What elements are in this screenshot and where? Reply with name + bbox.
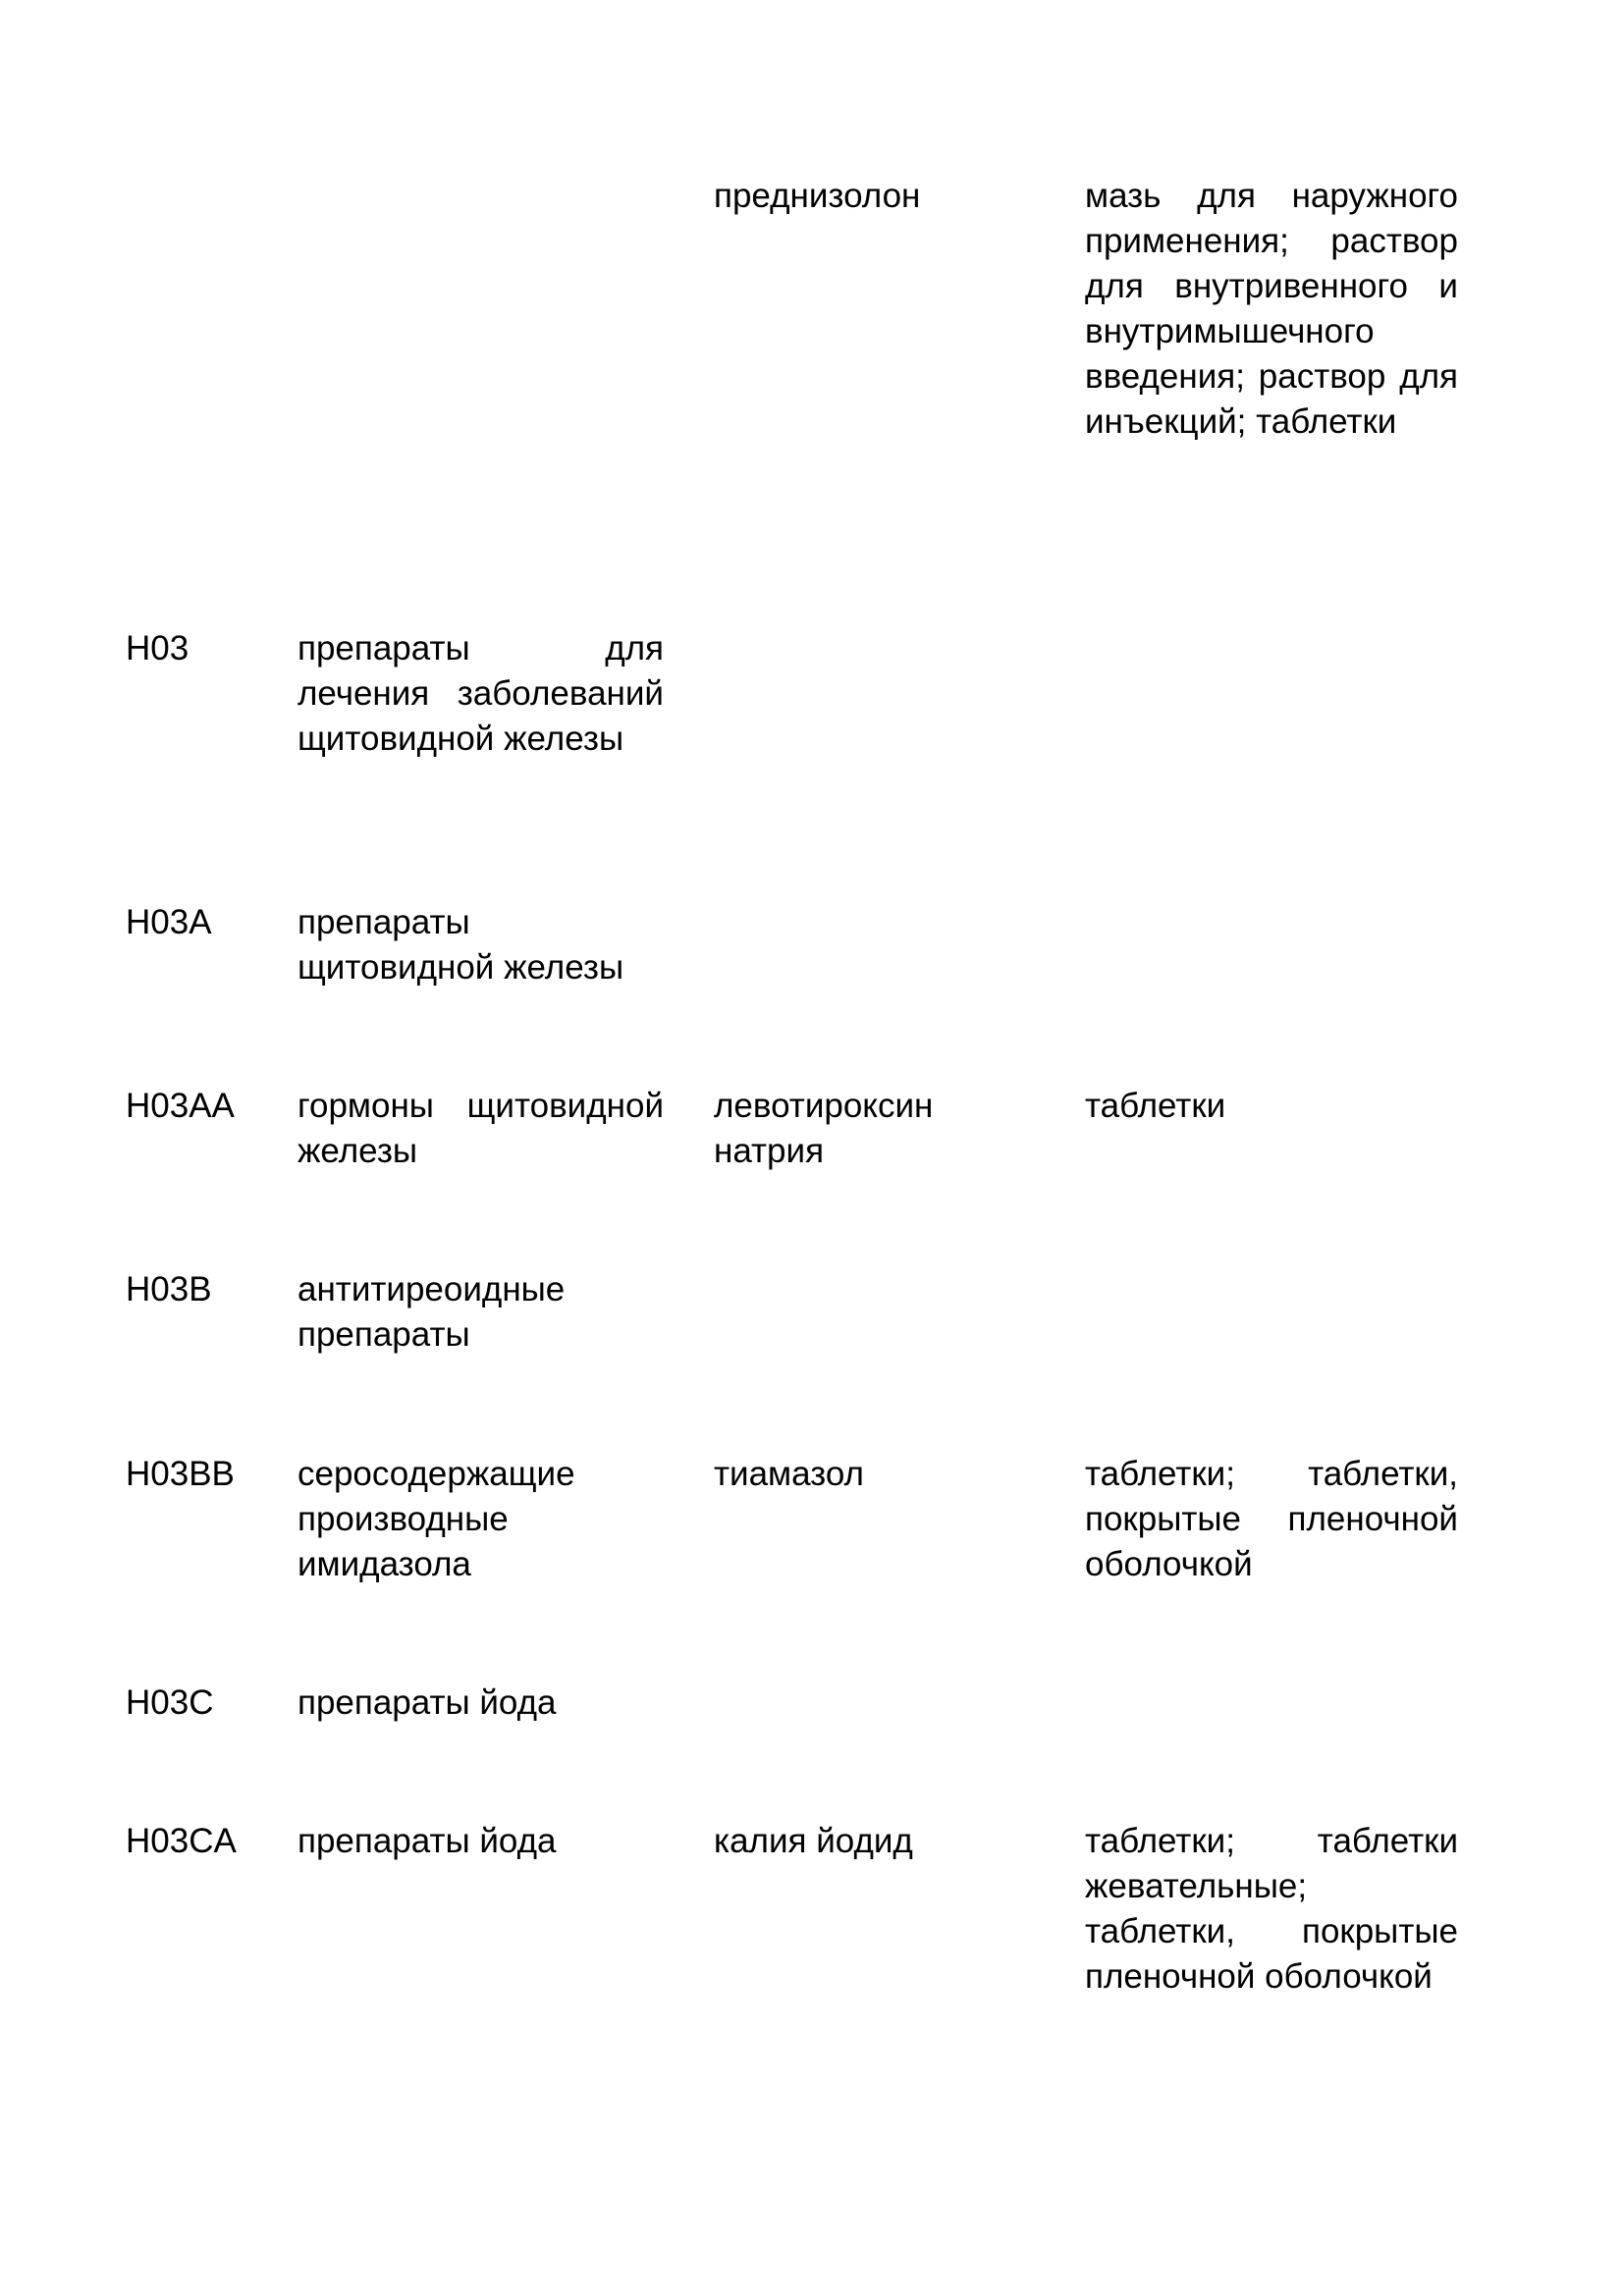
atc-group-name: серосодержащие производные имидазола: [298, 1455, 575, 1583]
atc-group-name: препараты йода: [298, 1822, 557, 1860]
drug-name: левотироксин натрия: [714, 1087, 934, 1170]
atc-code: H03A: [126, 903, 212, 941]
drug-name: калия йодид: [714, 1822, 913, 1860]
atc-group-name: препараты йода: [298, 1683, 557, 1722]
drug-name: преднизолон: [714, 177, 921, 215]
dosage-forms: мазь для наружного применения; раствор для внутривенного и внутримышечного введения; раствор для инъекций; таблетки: [1085, 177, 1458, 441]
drug-name: тиамазол: [714, 1455, 864, 1493]
atc-code: H03BB: [126, 1455, 235, 1493]
atc-code: H03CA: [126, 1822, 237, 1860]
atc-code: H03AA: [126, 1087, 235, 1125]
atc-group-name: гормоны щитовидной железы: [298, 1087, 664, 1170]
atc-group-name: препараты для лечения заболеваний щитовидной железы: [298, 629, 664, 758]
dosage-forms: таблетки; таблетки, покрытые пленочной оболочкой: [1085, 1455, 1458, 1583]
atc-group-name: препараты щитовидной железы: [298, 903, 624, 987]
atc-code: H03: [126, 629, 189, 667]
atc-code: H03C: [126, 1683, 214, 1722]
dosage-forms: таблетки: [1085, 1087, 1226, 1125]
dosage-forms: таблетки; таблетки жевательные; таблетки, покрытые пленочной оболочкой: [1085, 1822, 1458, 1996]
atc-code: H03B: [126, 1270, 212, 1308]
atc-group-name: антитиреоидные препараты: [298, 1270, 566, 1354]
